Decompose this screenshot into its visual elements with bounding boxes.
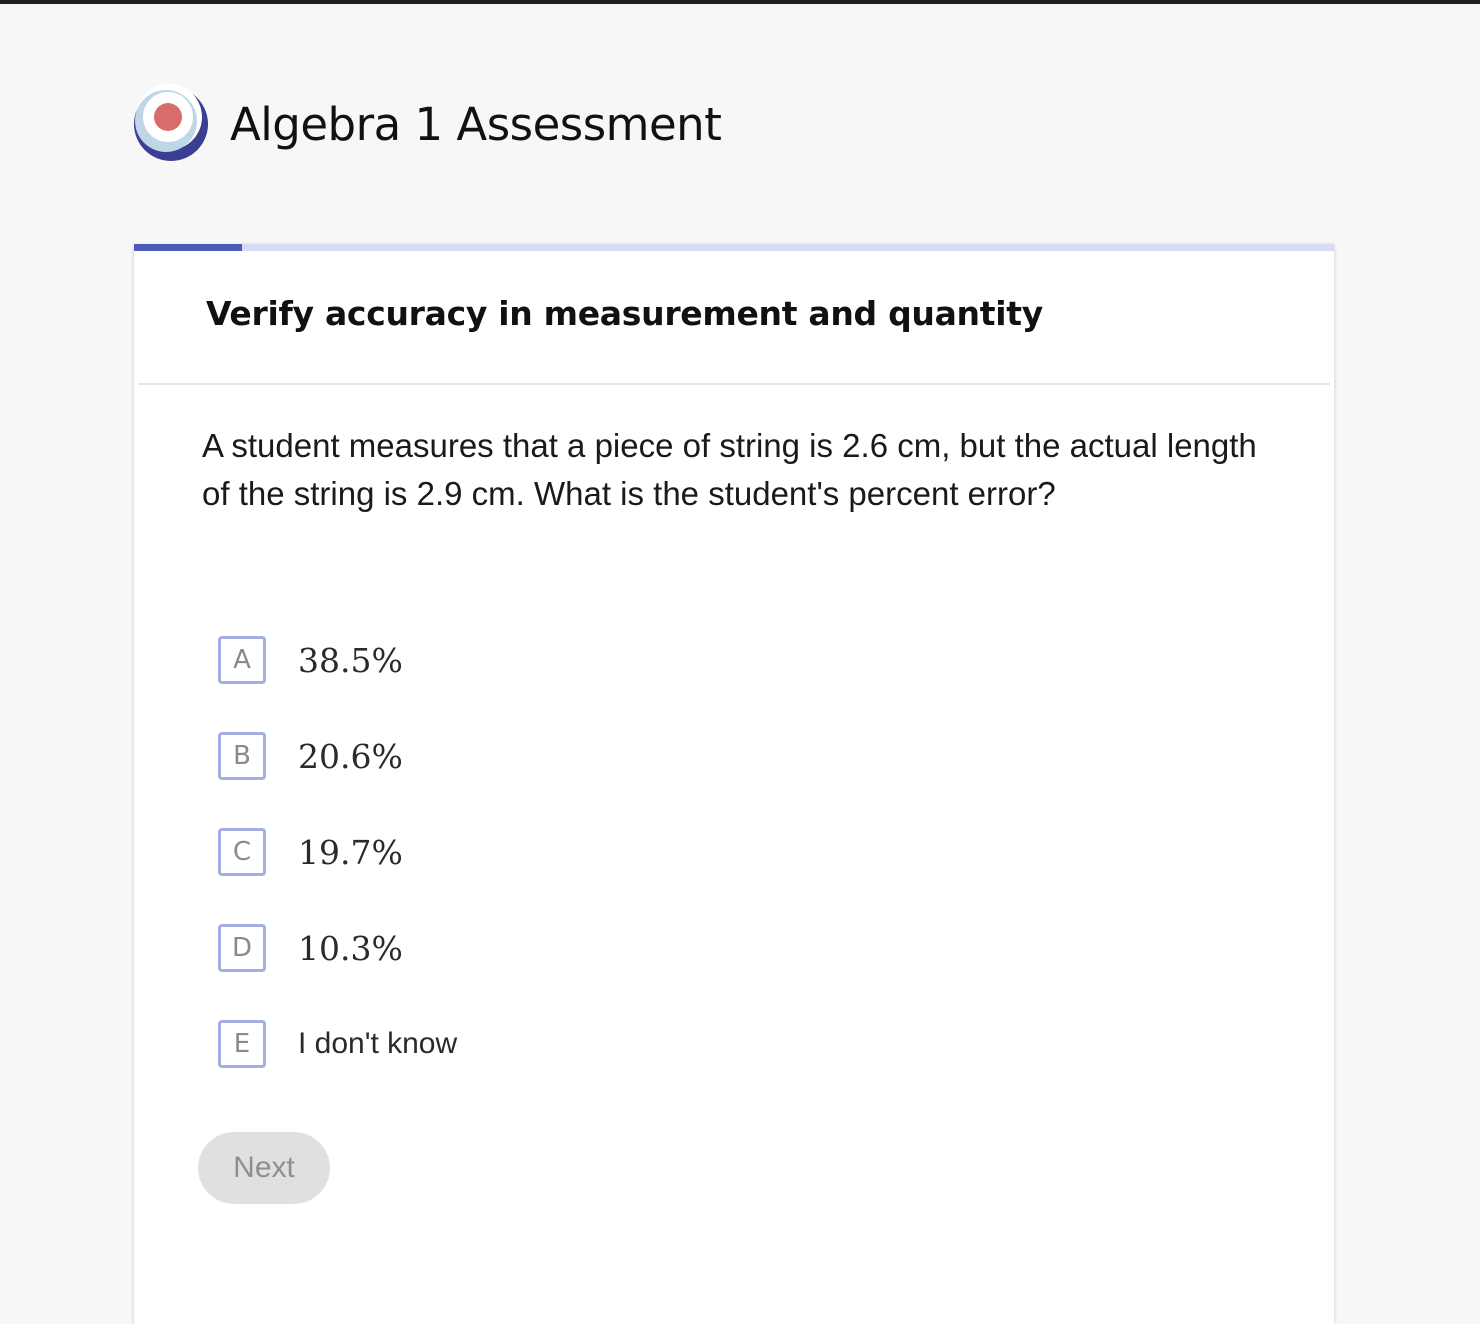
next-button[interactable]: Next: [198, 1132, 330, 1204]
choice-letter: B: [218, 732, 266, 780]
choice-e[interactable]: [218, 1020, 457, 1068]
choice-text: 10.3%: [298, 928, 403, 968]
question-text: A student measures that a piece of string is 2.6 cm, but the actual length of the string is 2.9 cm. What is the student's percent error?: [202, 427, 1257, 512]
choice-b[interactable]: [218, 732, 403, 780]
choice-d[interactable]: [218, 924, 403, 972]
concentric-circle-logo-icon: [134, 84, 214, 164]
choice-text: 38.5%: [298, 640, 403, 680]
choice-letter: A: [218, 636, 266, 684]
choice-letter: D: [218, 924, 266, 972]
app-title: Algebra 1 Assessment: [230, 97, 722, 151]
progress-bar: [134, 244, 1334, 251]
choice-a[interactable]: [218, 636, 403, 684]
choice-text: I don't know: [298, 1027, 458, 1060]
choice-letter: E: [218, 1020, 266, 1068]
question-card: [134, 244, 1334, 1324]
divider: [138, 383, 1330, 385]
card-title: Verify accuracy in measurement and quantity: [206, 294, 1043, 333]
choice-text: 19.7%: [298, 832, 403, 872]
progress-bar-fill: [134, 244, 242, 251]
choice-c[interactable]: [218, 828, 403, 876]
page-header: [134, 84, 721, 164]
top-rule: [0, 0, 1480, 4]
choice-text: 20.6%: [298, 736, 403, 776]
choice-letter: C: [218, 828, 266, 876]
